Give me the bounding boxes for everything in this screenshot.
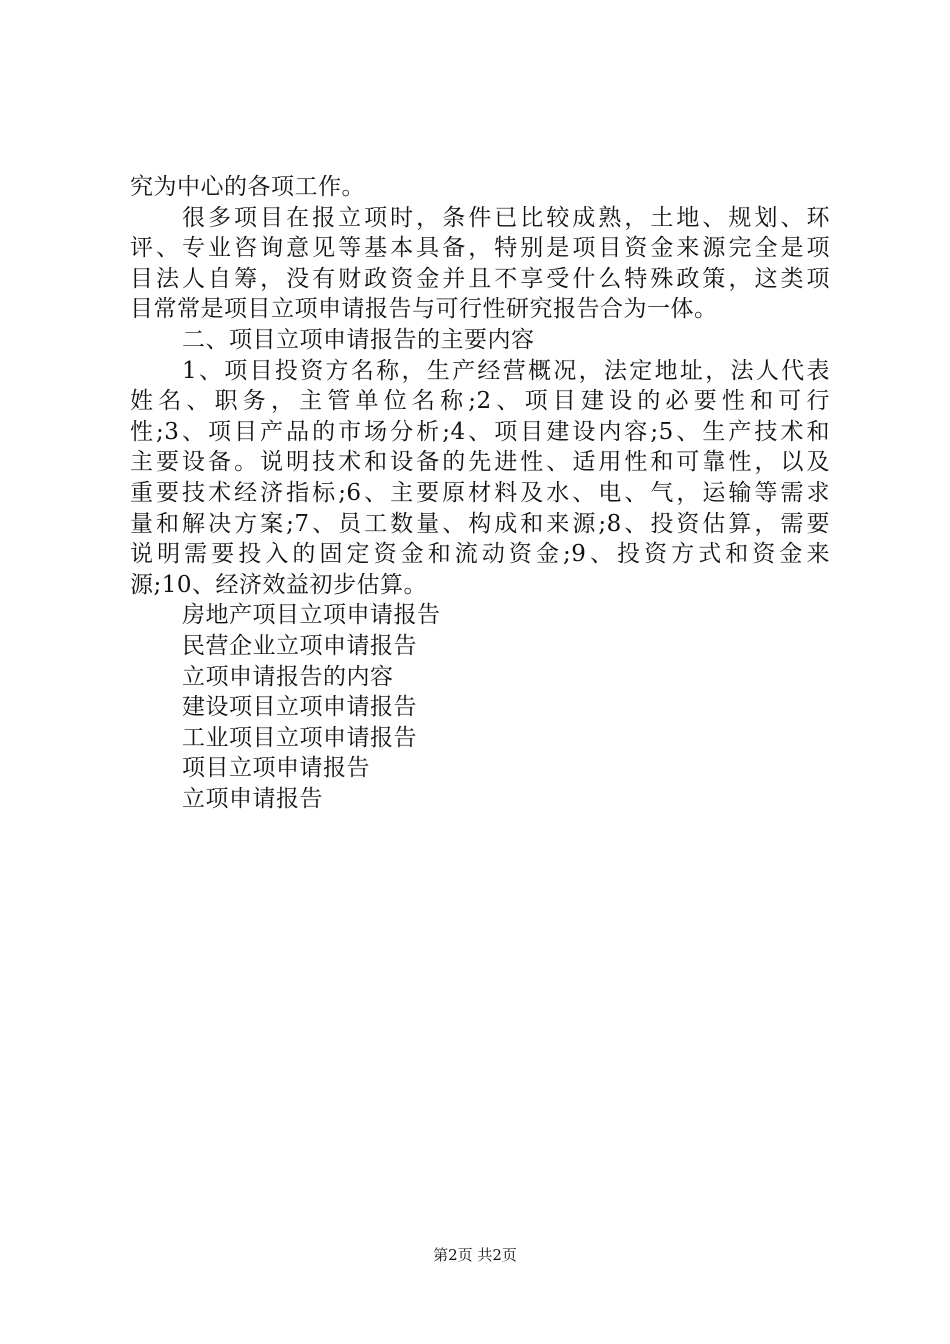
related-link[interactable]: 房地产项目立项申请报告 <box>182 602 441 629</box>
related-link[interactable]: 建设项目立项申请报告 <box>182 694 417 721</box>
section-heading: 二、项目立项申请报告的主要内容 <box>182 326 535 353</box>
paragraph-line: 源;10、经济效益初步估算。 <box>130 571 428 598</box>
paragraph-line: 评、专业咨询意见等基本具备，特别是项目资金来源完全是项 <box>130 235 830 262</box>
paragraph-line: 量和解决方案;7、员工数量、构成和来源;8、投资估算，需要 <box>130 510 830 537</box>
related-link[interactable]: 民营企业立项申请报告 <box>182 632 417 659</box>
related-link[interactable]: 立项申请报告 <box>182 785 323 812</box>
paragraph-line: 究为中心的各项工作。 <box>130 174 365 200</box>
paragraph-line: 很多项目在报立项时，条件已比较成熟，土地、规划、环 <box>182 204 830 231</box>
paragraph-line: 姓名、职务，主管单位名称;2、项目建设的必要性和可行 <box>130 388 830 415</box>
paragraph-line: 性;3、项目产品的市场分析;4、项目建设内容;5、生产技术和 <box>130 418 830 445</box>
paragraph-line: 重要技术经济指标;6、主要原材料及水、电、气，运输等需求 <box>130 479 830 506</box>
paragraph-line: 1、项目投资方名称，生产经营概况，法定地址，法人代表 <box>182 357 830 384</box>
document-body <box>130 172 830 814</box>
related-link[interactable]: 项目立项申请报告 <box>182 755 370 782</box>
paragraph-line: 目法人自筹，没有财政资金并且不享受什么特殊政策，这类项 <box>130 265 830 292</box>
related-link[interactable]: 工业项目立项申请报告 <box>182 724 417 751</box>
paragraph-line: 目常常是项目立项申请报告与可行性研究报告合为一体。 <box>130 296 718 323</box>
paragraph-line: 主要设备。说明技术和设备的先进性、适用性和可靠性，以及 <box>130 449 830 476</box>
paragraph-line: 说明需要投入的固定资金和流动资金;9、投资方式和资金来 <box>130 541 830 568</box>
page-number-footer: 第2页 共2页 <box>433 1246 517 1264</box>
related-link[interactable]: 立项申请报告的内容 <box>182 663 394 690</box>
